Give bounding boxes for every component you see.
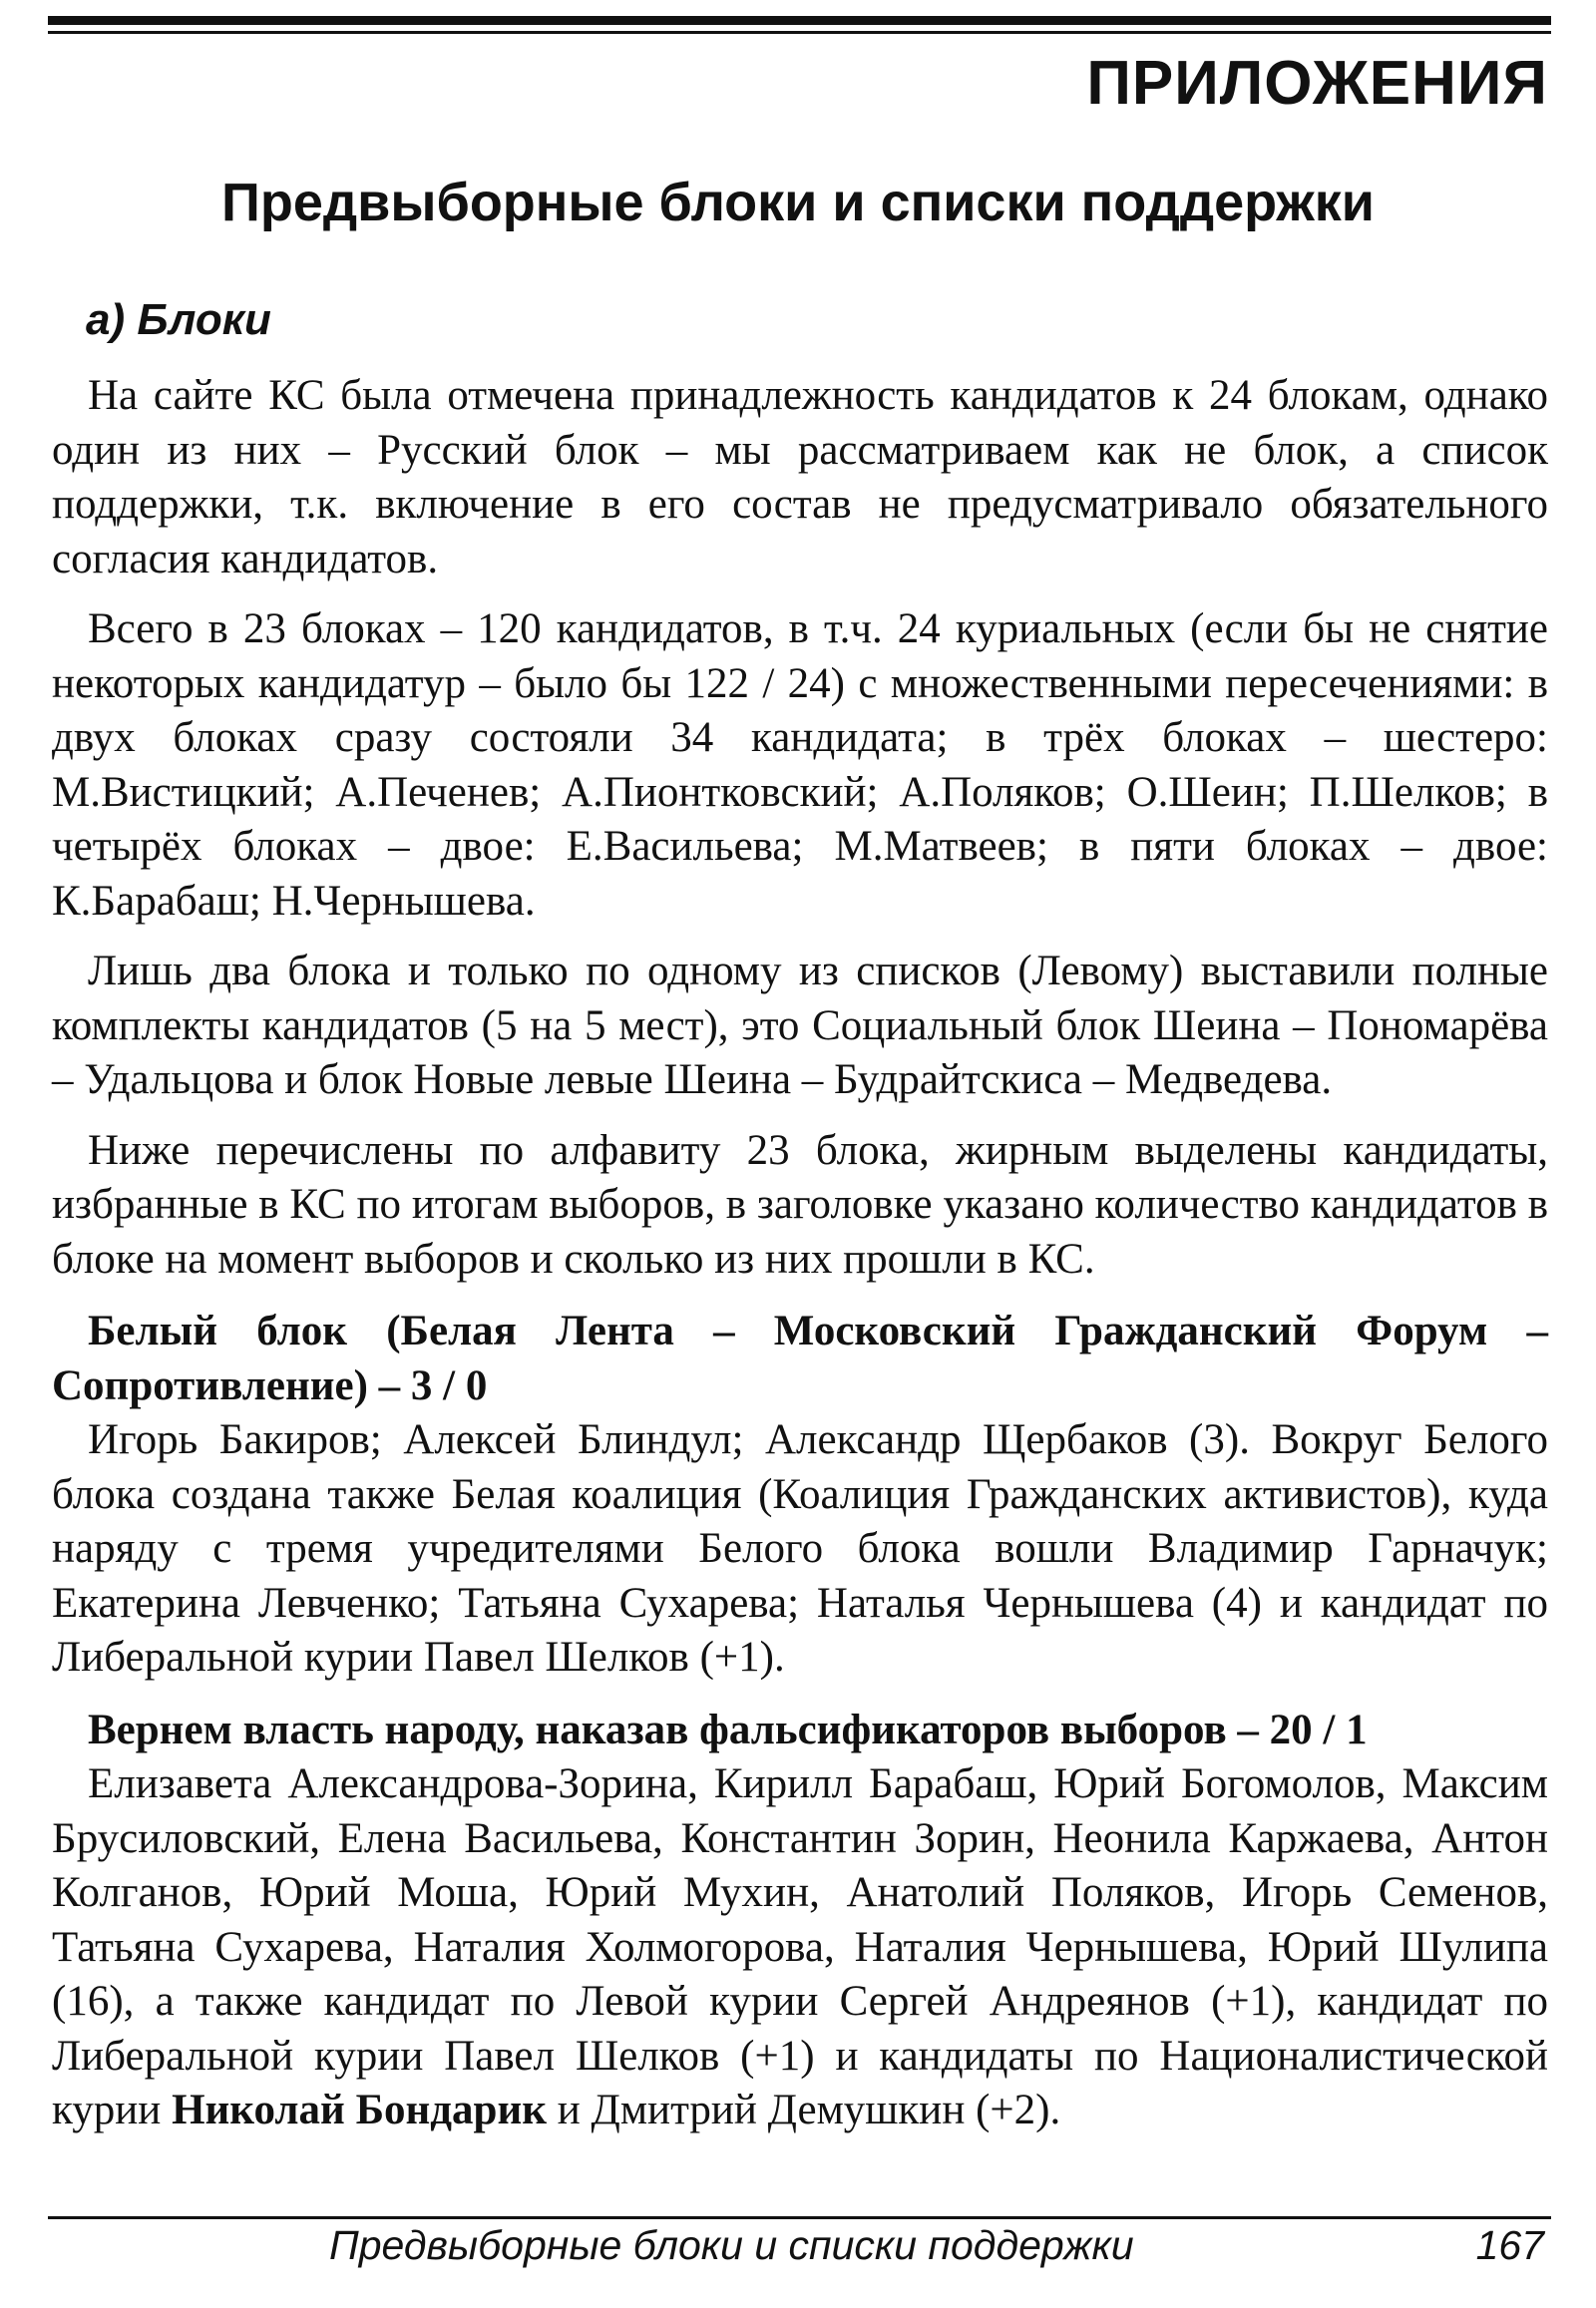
subsection-heading: а) Блоки (86, 295, 271, 344)
body-text (52, 369, 1548, 2138)
paragraph-totals: Всего в 23 блоках – 120 кандидатов, в т.ч. 24 куриальных (если бы не снятие некоторых кандидатур – было бы 122 / 24) с множественными пересечениями: в двух блоках сразу состояли 34 кандидата; в трёх блоках – шестеро: М.Вистицкий; А.Печенев; А.Пионтковский; А.Поляков; О.Шеин; П.Шелков; в четырёх блоках – двое: Е.Васильева; М.Матвеев; в пяти блоках – двое: К.Барабаш; Н.Чернышева. (52, 605, 1548, 925)
block-text-part: и Дмитрий Демушкин (+2). (557, 2087, 1061, 2133)
page-title: Предвыборные блоки и списки поддержки (221, 173, 1375, 232)
block-text-return-power (52, 1757, 1548, 2138)
paragraph-legend: Ниже перечислены по алфавиту 23 блока, жирным выделены кандидаты, избранные в КС по итогам выборов, в заголовке указано количество кандидатов в блоке на момент выборов и сколько из них прошли в КС. (52, 1126, 1548, 1283)
paragraph-full-lists: Лишь два блока и только по одному из списков (Левому) выставили полные комплекты кандидатов (5 на 5 мест), это Социальный блок Шеина – Пономарёва – Удальцова и блок Новые левые Шеина – Будрайтскиса – Медведева. (52, 948, 1548, 1103)
block-heading-white: Белый блок (Белая Лента – Московский Гражданский Форум – Сопротивление) – 3 / 0 (52, 1308, 1548, 1409)
top-double-rule (48, 16, 1551, 34)
running-footer: Предвыборные блоки и списки поддержки (329, 2222, 1134, 2268)
block-text-white: Игорь Бакиров; Алексей Блиндул; Александр Щербаков (3). Вокруг Белого блока создана также Белая коалиция (Коалиция Гражданских активистов), куда наряду с тремя учредителями Белого блока вошли Владимир Гарначук; Екатерина Левченко; Татьяна Сухарева; Наталья Чернышева (4) и кандидат по Либеральной курии Павел Шелков (+1). (52, 1416, 1548, 1681)
block-heading-return-power: Вернем власть народу, наказав фальсификаторов выборов – 20 / 1 (88, 1706, 1368, 1753)
section-header: ПРИЛОЖЕНИЯ (1086, 49, 1548, 118)
block-text-part: Елизавета Александрова-Зорина, Кирилл Барабаш, Юрий Богомолов, Максим Брусиловский, Елена Васильева, Константин Зорин, Неонила Каржаева, Антон Колганов, Юрий Моша, Юрий Мухин, Анатолий Поляков, Игорь Семенов, Татьяна Сухарева, Наталия Холмогорова, Наталия Чернышева, Юрий Шулипа (16), а также кандидат по Левой курии Сергей Андреянов (+1), кандидат по Либеральной курии Павел Шелков (+1) и кандидаты по Националистической курии (52, 1760, 1548, 2133)
elected-candidate: Николай Бондарик (172, 2087, 547, 2133)
page-number: 167 (1475, 2222, 1544, 2268)
paragraph-intro: На сайте КС была отмечена принадлежность кандидатов к 24 блокам, однако один из них – Русский блок – мы рассматриваем как не блок, а список поддержки, т.к. включение в его состав не предусматривало обязательного согласия кандидатов. (52, 372, 1548, 582)
footer-rule (48, 2216, 1551, 2219)
